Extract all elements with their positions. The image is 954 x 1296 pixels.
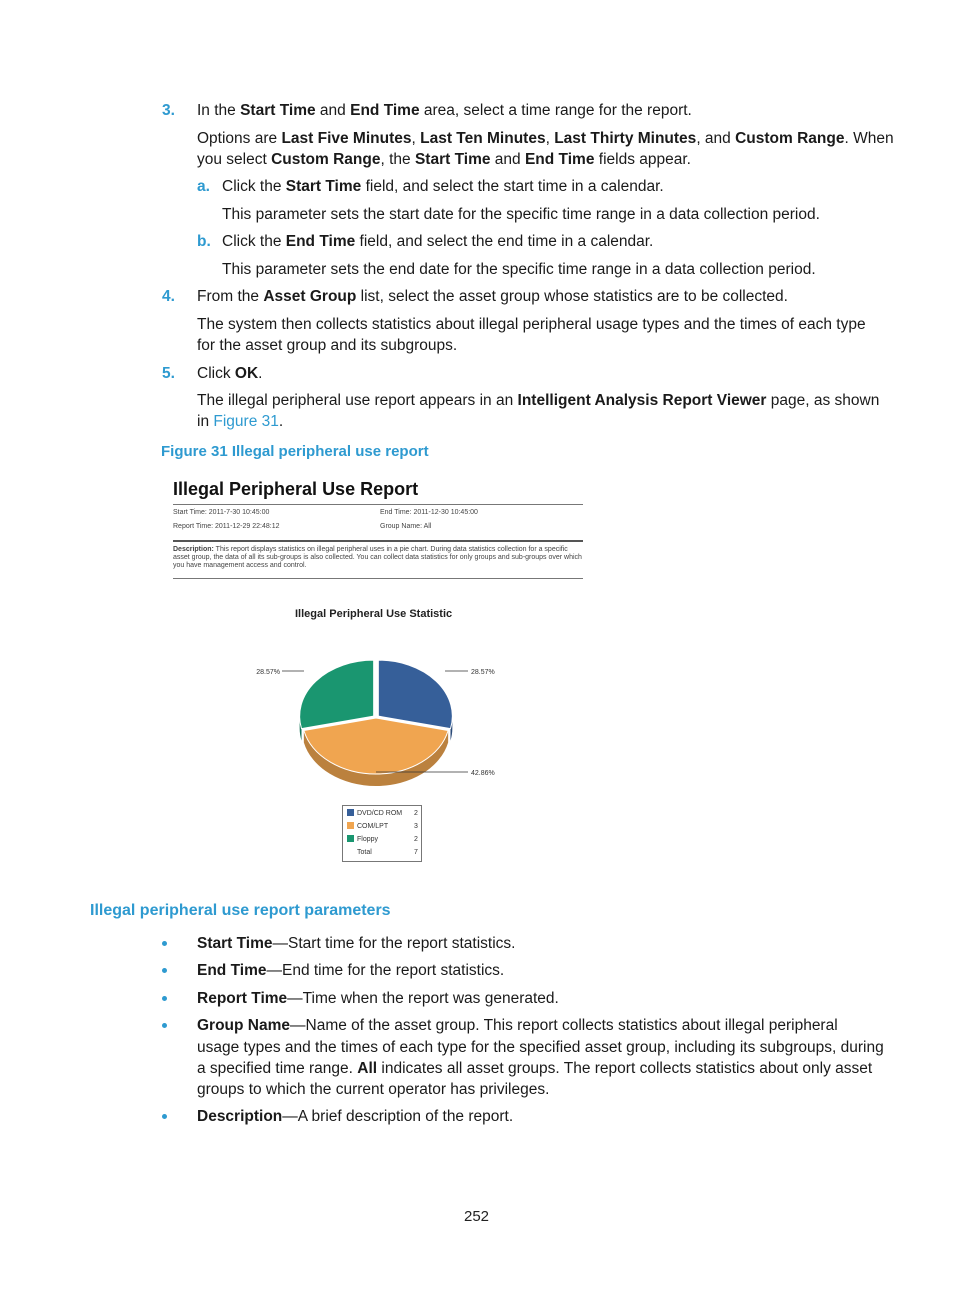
section-heading: Illegal peripheral use report parameters: [90, 902, 391, 919]
param-name: End Time: [197, 962, 267, 979]
report-group-name: Group Name: All: [380, 523, 432, 530]
legend-value: 2: [414, 836, 418, 843]
legend-row: [347, 848, 419, 858]
text-run: Click the: [222, 233, 286, 250]
bold-term: Custom Range: [271, 151, 381, 168]
text-run: ,: [411, 130, 421, 147]
report-title: Illegal Peripheral Use Report: [173, 479, 419, 499]
text-run: area, select a time range for the report.: [419, 102, 692, 119]
bullet-dot: [162, 1023, 167, 1028]
bold-term: Asset Group: [263, 288, 357, 305]
legend-value: 2: [414, 810, 418, 817]
chart-title: Illegal Peripheral Use Statistic: [295, 608, 453, 620]
bullet-dot: [162, 941, 167, 946]
param-desc: —End time for the report statistics.: [266, 962, 505, 979]
bullet-dot: [162, 996, 167, 1001]
text-run: list, select the asset group whose statistics are to be collected.: [356, 288, 788, 305]
param-desc: —Start time for the report statistics.: [272, 935, 516, 952]
step-4-text: [197, 286, 788, 307]
bold-term: Last Five Minutes: [281, 130, 412, 147]
param-end-time: [197, 960, 504, 981]
figure-caption: Figure 31 Illegal peripheral use report: [161, 443, 429, 460]
param-report-time: [197, 988, 559, 1009]
legend-label: DVD/CD ROM: [357, 810, 403, 817]
param-desc: —Time when the report was generated.: [287, 990, 559, 1007]
bold-term: Start Time: [240, 102, 316, 119]
bullet-dot: [162, 968, 167, 973]
bold-term: Intelligent Analysis Report Viewer: [517, 392, 767, 409]
text-run: .: [258, 365, 263, 382]
report-meta-divider: [173, 540, 583, 542]
step-3-options-cont: [197, 149, 691, 170]
all-keyword: All: [357, 1060, 378, 1077]
bold-term: OK: [234, 365, 259, 382]
report-start-time: Start Time: 2011-7-30 10:45:00: [173, 509, 270, 516]
bold-term: End Time: [524, 151, 595, 168]
bold-term: Last Thirty Minutes: [554, 130, 697, 147]
legend-label: COM/LPT: [357, 823, 389, 830]
report-description-divider: [173, 578, 583, 579]
pie-percent-label: 42.86%: [471, 770, 495, 777]
legend-row: [347, 822, 419, 832]
param-description: [197, 1106, 513, 1127]
description-text: This report displays statistics on illegal peripheral uses in a pie chart. During data statistics collection for a specific asset group, the data of all its sub-groups is also collected. You can collect data statistics for only groups and sub-groups over which you have management access and control.: [173, 546, 582, 569]
step-5-number: 5.: [162, 365, 175, 382]
text: a specified time range.: [197, 1060, 358, 1077]
step-4-note-2: for the asset group and its subgroups.: [197, 337, 458, 354]
text-run: ,: [545, 130, 555, 147]
param-name: Description: [197, 1108, 283, 1125]
bold-term: Custom Range: [735, 130, 845, 147]
substep-a-text: [222, 176, 664, 197]
step-3-number: 3.: [162, 102, 175, 119]
legend-row: [347, 809, 419, 819]
report-end-time: End Time: 2011-12-30 10:45:00: [380, 509, 478, 516]
step-4-number: 4.: [162, 288, 175, 305]
text-run: and: [490, 151, 525, 168]
step-5-note-1: [197, 390, 879, 411]
param-group-name-cont-3: groups to which the current operator has privileges.: [197, 1081, 550, 1098]
bold-term: Last Ten Minutes: [420, 130, 546, 147]
pie-percent-label: 28.57%: [256, 669, 280, 676]
text-run: Options are: [197, 130, 282, 147]
chart-legend: [342, 805, 422, 862]
page-number: 252: [464, 1208, 490, 1225]
pie-chart: [230, 640, 530, 790]
param-group-name: [197, 1015, 838, 1036]
text: indicates all asset groups. The report collects statistics about only asset: [377, 1060, 873, 1077]
text-run: . When: [844, 130, 894, 147]
text-run: The illegal peripheral use report appears in an: [197, 392, 518, 409]
bold-term: Start Time: [414, 151, 491, 168]
legend-swatch: [347, 809, 354, 816]
legend-label: Floppy: [357, 836, 379, 843]
param-desc: —Name of the asset group. This report collects statistics about illegal peripheral: [290, 1017, 838, 1034]
bold-term: End Time: [350, 102, 420, 119]
param-name: Group Name: [197, 1017, 291, 1034]
text-run: , the: [380, 151, 415, 168]
text-run: In the: [197, 102, 241, 119]
report-title-divider: [173, 504, 583, 505]
figure-31-link[interactable]: Figure 31: [213, 413, 279, 430]
legend-value: 7: [414, 849, 418, 856]
text-run: and: [315, 102, 351, 119]
text-run: page, as shown: [766, 392, 880, 409]
bold-term: End Time: [285, 233, 356, 250]
param-name: Report Time: [197, 990, 288, 1007]
param-desc: —A brief description of the report.: [282, 1108, 514, 1125]
legend-row: [347, 835, 419, 845]
note-prefix: in: [197, 413, 214, 430]
step-4-note-1: The system then collects statistics about illegal peripheral usage types and the times of each type: [197, 316, 866, 333]
substep-b-note: This parameter sets the end date for the specific time range in a data collection period.: [222, 261, 816, 278]
legend-value: 3: [414, 823, 418, 830]
step-3-options: [197, 128, 894, 149]
legend-swatch: [347, 835, 354, 842]
param-name: Start Time: [197, 935, 273, 952]
description-label: Description:: [173, 546, 214, 553]
substep-a-note: This parameter sets the start date for the specific time range in a data collection period.: [222, 206, 820, 223]
text-run: , and: [696, 130, 736, 147]
text-run: fields appear.: [594, 151, 691, 168]
bullet-dot: [162, 1114, 167, 1119]
legend-swatch: [347, 848, 354, 855]
substep-b-label: b.: [197, 233, 211, 250]
text-run: you select: [197, 151, 272, 168]
step-3-text: [197, 100, 692, 121]
pie-percent-label: 28.57%: [471, 669, 495, 676]
report-time: Report Time: 2011-12-29 22:48:12: [173, 523, 280, 530]
step-5-note-2: [197, 411, 283, 432]
legend-swatch: [347, 822, 354, 829]
text-run: field, and select the end time in a calendar.: [355, 233, 654, 250]
substep-b-text: [222, 231, 653, 252]
pie-slice-dvd-cd-rom: [378, 660, 452, 728]
note-suffix: .: [278, 413, 284, 430]
text-run: Click: [197, 365, 235, 382]
pie-slice-floppy: [300, 660, 374, 728]
report-description: [173, 546, 583, 570]
step-5-text: [197, 363, 262, 384]
text-run: Click the: [222, 178, 286, 195]
param-group-name-cont-2: [197, 1058, 872, 1079]
bold-term: Start Time: [285, 178, 362, 195]
param-start-time: [197, 933, 515, 954]
text-run: field, and select the start time in a calendar.: [361, 178, 664, 195]
param-group-name-cont-1: usage types and the times of each type for the specified asset group, including its subgroups, during: [197, 1039, 884, 1056]
legend-label: Total: [357, 849, 372, 856]
substep-a-label: a.: [197, 178, 210, 195]
text-run: From the: [197, 288, 264, 305]
